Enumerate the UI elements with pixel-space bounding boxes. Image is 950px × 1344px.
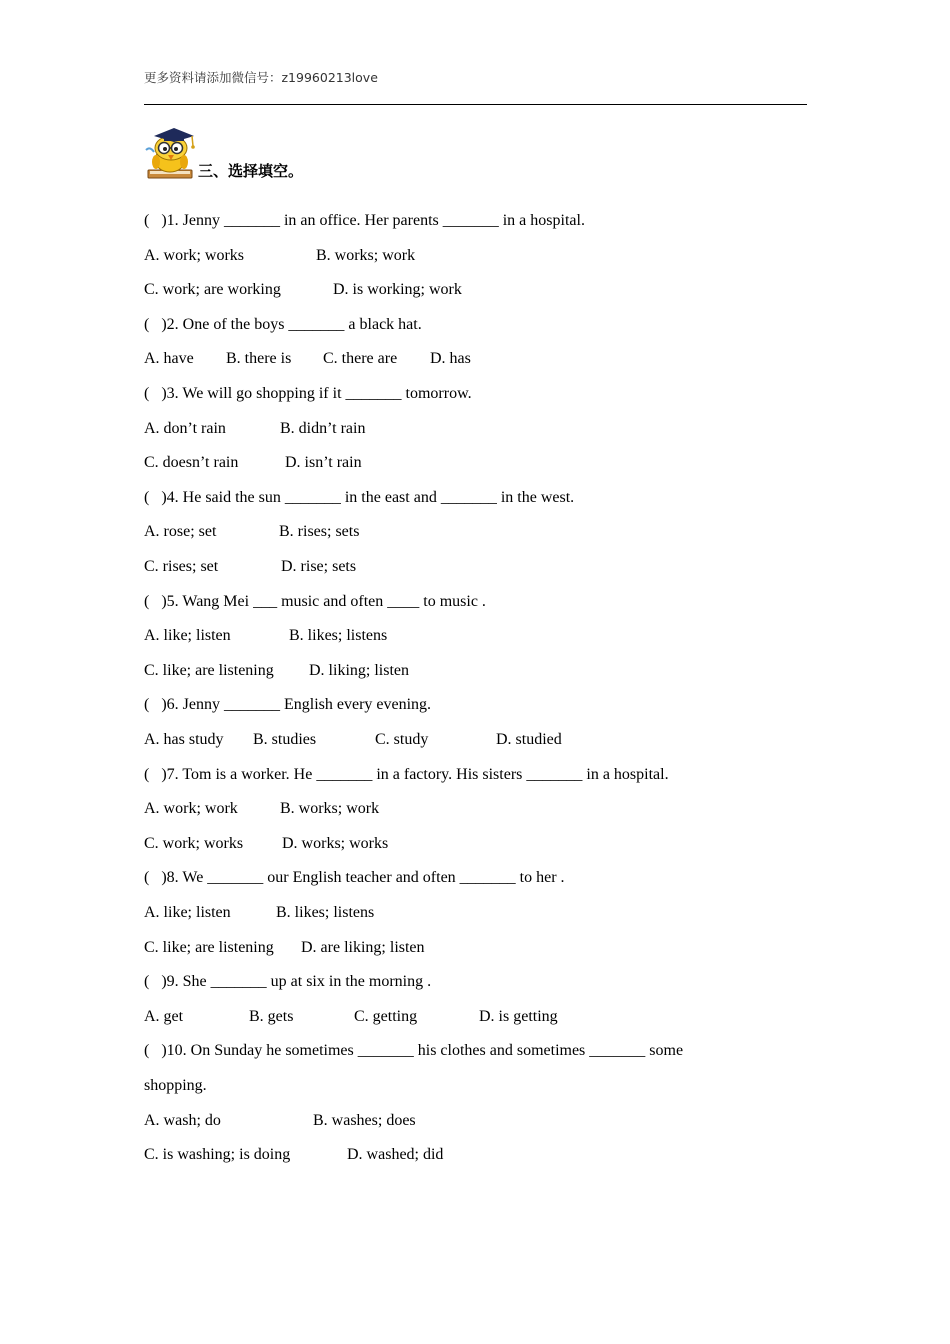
- option-text: D. rise; sets: [281, 558, 357, 575]
- owl-graduate-icon: [142, 124, 198, 182]
- option-text: A. don’t rain: [144, 419, 226, 437]
- option-text: D. has: [430, 350, 471, 368]
- option-text: D. are liking; listen: [301, 938, 425, 956]
- option-text: B. rises; sets: [279, 523, 360, 541]
- option-text: B. studies: [253, 731, 317, 748]
- option-text: C. like; are listening: [144, 938, 274, 956]
- question-text: ( )8. We _______ our English teacher and often _______ to her .: [144, 869, 565, 887]
- option-text: A. like; listen: [144, 904, 231, 921]
- option-text: A. get: [144, 1007, 184, 1025]
- option-text: A. has study: [144, 731, 224, 748]
- option-text: C. work; are working: [144, 281, 281, 299]
- option-text: D. is getting: [479, 1007, 558, 1025]
- option-text: C. work; works: [144, 834, 244, 852]
- option-text: B. didn’t rain: [280, 419, 366, 437]
- option-text: C. study: [375, 731, 429, 748]
- question-text: ( )10. On Sunday he sometimes _______ his clothes and sometimes _______ some: [144, 1042, 684, 1060]
- option-text: A. have: [144, 350, 194, 368]
- option-text: B. works; work: [316, 246, 416, 264]
- question-text: ( )4. He said the sun _______ in the east and _______ in the west.: [144, 488, 575, 506]
- option-text: C. there are: [323, 350, 398, 368]
- question-text: ( )2. One of the boys _______ a black hat.: [144, 315, 422, 333]
- option-text: C. doesn’t rain: [144, 454, 239, 472]
- question-text: shopping.: [144, 1077, 207, 1094]
- question-text: ( )6. Jenny _______ English every evening.: [144, 696, 432, 714]
- option-text: A. work; work: [144, 800, 238, 818]
- option-text: B. there is: [226, 350, 292, 368]
- option-text: A. rose; set: [144, 523, 217, 541]
- option-text: D. isn’t rain: [285, 454, 362, 472]
- option-text: B. works; work: [280, 800, 380, 818]
- section-title: 三、选择填空。: [198, 162, 304, 180]
- option-text: D. studied: [496, 731, 562, 748]
- question-text: ( )7. Tom is a worker. He _______ in a factory. His sisters _______ in a hospital.: [144, 765, 669, 783]
- option-text: C. is washing; is doing: [144, 1146, 291, 1164]
- question-text: ( )1. Jenny _______ in an office. Her parents _______ in a hospital.: [144, 212, 585, 229]
- option-text: B. gets: [249, 1007, 294, 1025]
- option-text: C. getting: [354, 1007, 418, 1025]
- question-text: ( )3. We will go shopping if it _______ tomorrow.: [144, 385, 472, 402]
- option-text: A. work; works: [144, 246, 244, 264]
- header-note: 更多资料请添加微信号：z19960213love: [144, 70, 378, 85]
- option-text: B. likes; listens: [289, 627, 388, 645]
- option-text: D. is working; work: [333, 281, 462, 299]
- option-text: B. likes; listens: [276, 904, 375, 921]
- section-heading: [142, 122, 303, 182]
- option-text: A. like; listen: [144, 627, 231, 645]
- question-text: ( )9. She _______ up at six in the morning .: [144, 973, 432, 991]
- option-text: C. like; are listening: [144, 661, 274, 679]
- question-text: ( )5. Wang Mei ___ music and often ____ to music .: [144, 592, 486, 610]
- option-text: D. works; works: [282, 834, 389, 852]
- option-text: C. rises; set: [144, 558, 219, 575]
- option-text: D. liking; listen: [309, 661, 409, 679]
- option-text: A. wash; do: [144, 1111, 221, 1129]
- option-text: B. washes; does: [313, 1111, 416, 1129]
- header-rule: [144, 104, 807, 105]
- option-text: D. washed; did: [347, 1146, 444, 1164]
